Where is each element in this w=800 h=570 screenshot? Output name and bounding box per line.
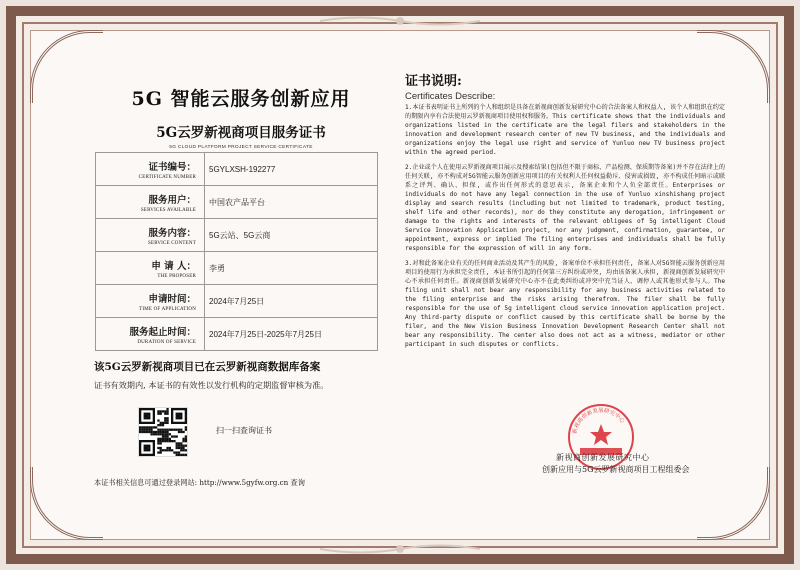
info-label [96, 186, 205, 219]
info-row [96, 219, 378, 252]
description-title-en: Certificates Describe: [405, 91, 496, 102]
info-label-cn: 服务用户： [148, 194, 196, 206]
clause-2: 2.企业或个人在使用云罗新视商项目展示及搜索结果(包括但不限于商标、产品检测、保质期等备案)并不存在法律上的任何关联, 亦不构成对5G智能云服务创新应用项目的有关权利人任何权益勒斥、侵害或损毁, 亦不构成任何暗示或联系之评判、确认、担保, 或作出任何形式的意思表示, 备案企业和个人负全部责任。Enterprises or individuals do not have any legal connection in the use of Yunluo xinshishang project display and search results (including but not limited to trademark, product testing, shelf life and other records), nor do they constitute any derogation, infringement or damage to the rights and interests of the relevant obligees of 5g intelligent Cloud Service Innovation Application project, nor any judgment, confirmation, guarantee, or appointment, express or implied The filing enterprises and individuals shall be fully responsible for the expression of will in any form. [405, 163, 725, 253]
info-value: 2024年7月25日-2025年7月25日 [205, 318, 378, 351]
qr-code-icon[interactable] [138, 407, 188, 457]
info-label-cn: 证书编号： [148, 161, 196, 173]
info-row [96, 186, 378, 219]
clause-1: 1.本证书表明证书上所列的个人和组织是具备在新视商创新发展研究中心的合法备案人和权益人, 该个人和组织在约定的期限内享有合法使用云罗新视商项目使用权和服务。This certificate shows that the individuals and organizations listed in the certificate are the legal filers and stakeholders in the innovation and development research center of new TV business, and the individuals and organizations enjoy the legal use right and service of Yunluo new TV business project within the agreed period. [405, 104, 725, 157]
website-footnote: 本证书相关信息可通过登录网站: http://www.5gyfw.org.cn 查询 [94, 478, 305, 487]
issuer-line-2: 创新应用与5G云罗新视商项目工程组委会 [542, 465, 690, 474]
validity-statement: 证书有效期内, 本证书的有效性以发行机构的定期监督审核为准。 [94, 380, 329, 390]
description-header [405, 70, 725, 102]
info-label [96, 318, 205, 351]
clause-3: 3.对和此备案企业有关的任何商业活动及其产生的风险, 备案单位不承担任何责任, 备案人对5G智能云服务创新应用项目的使用行为承担完全责任, 本证书所引起的任何第三方纠纷或冲突, 均由该备案人承担, 新视商创新发展研究中心不承担任何责任。新视商创新发展研究中心亦不在此类纠纷或冲突中充当证人、调停人或其他形式参与人。The filing unit shall not bear any responsibility for any business activities related to the filing enterprise and the risks arising therefrom. The filer shall be fully responsible for the use of 5g intelligent cloud service innovation application project. Any third-party dispute or conflict caused by this certificate shall be borne by the filer, and the New Vision Business Innovation Development Research Center shall not bear any responsibility. The center also does not act as a witness, mediator or other participant in such disputes or conflicts. [405, 259, 725, 349]
info-value: 2024年7月25日 [205, 285, 378, 318]
info-label [96, 285, 205, 318]
info-value: 5G云站、5G云商 [205, 219, 378, 252]
info-label [96, 252, 205, 285]
certificate-header [86, 84, 396, 150]
info-row [96, 153, 378, 186]
info-value: 中国农产品平台 [205, 186, 378, 219]
info-value: 李勇 [205, 252, 378, 285]
info-row [96, 285, 378, 318]
info-row [96, 252, 378, 285]
record-statement: 该5G云罗新视商项目已在云罗新视商数据库备案 [94, 361, 321, 373]
info-label-en: SERVICE CONTENT [147, 240, 196, 246]
top-ornament-icon [320, 14, 480, 28]
info-value: 5GYLXSH-192277 [205, 153, 378, 186]
svg-text:新视商创新发展研究中心: 新视商创新发展研究中心 [572, 407, 626, 435]
info-label-cn: 服务内容： [148, 227, 196, 239]
description-clauses [405, 103, 725, 354]
info-label-en: DURATION OF SERVICE [137, 339, 196, 345]
certificate-subtitle-en: 5G CLOUD PLATFORM PROJECT SERVICE CERTIFICATE [169, 145, 313, 150]
info-label-en: CERTIFICATE NUMBER [138, 174, 196, 180]
info-table [95, 152, 378, 351]
description-title: 证书说明: [405, 74, 462, 89]
scan-to-verify-label: 扫一扫查询证书 [216, 426, 272, 435]
info-label-en: THE PROPOSER [157, 273, 196, 279]
info-label [96, 153, 205, 186]
certificate-subtitle: 5G云罗新视商项目服务证书 [156, 125, 326, 141]
info-label-cn: 申 请 人： [151, 260, 196, 272]
info-label-en: TIME OF APPLICATION [139, 306, 196, 312]
info-label [96, 219, 205, 252]
info-label-cn: 申请时间： [148, 293, 196, 305]
info-label-en: SERVICES AVAILABLE [140, 207, 196, 213]
info-label-cn: 服务起止时间： [129, 326, 196, 338]
bottom-ornament-icon [320, 542, 480, 556]
certificate-title: 5G 智能云服务创新应用 [131, 88, 351, 110]
issuer-line-1: 新视商创新发展研究中心 [556, 453, 650, 462]
info-row [96, 318, 378, 351]
